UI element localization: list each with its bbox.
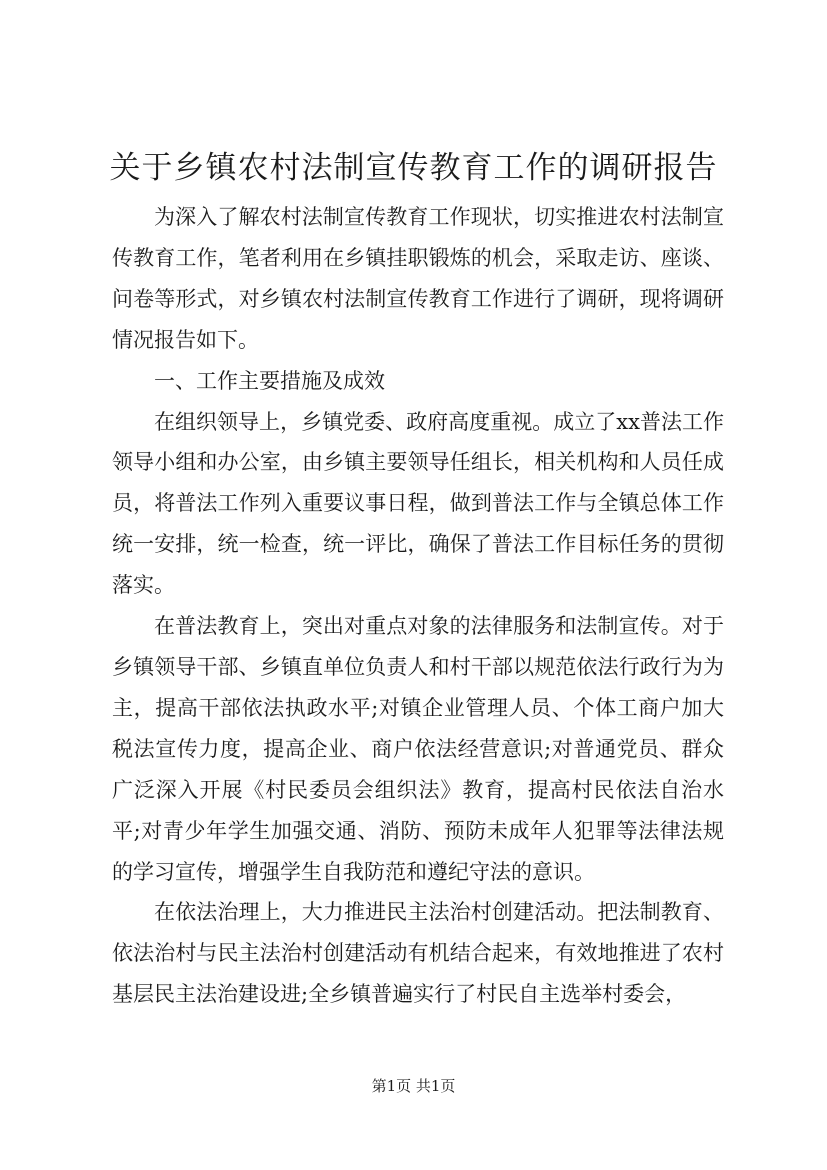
document-title: 关于乡镇农村法制宣传教育工作的调研报告 xyxy=(109,150,718,186)
section-heading: 一、工作主要措施及成效 xyxy=(154,368,385,393)
document-body xyxy=(112,197,724,1015)
paragraph-education: 在普法教育上，突出对重点对象的法律服务和法制宣传。对于乡镇领导干部、乡镇直单位负责人和村干部以规范依法行政行为为主，提高干部依法执政水平;对镇企业管理人员、个体工商户加大税法宣传力度，提高企业、商户依法经营意识;对普通党员、群众广泛深入开展《村民委员会组织法》教育，提高村民依法自治水平;对青少年学生加强交通、消防、预防未成年人犯罪等法律法规的学习宣传，增强学生自我防范和遵纪守法的意识。 xyxy=(112,614,724,884)
paragraph-organization: 在组织领导上，乡镇党委、政府高度重视。成立了xx普法工作领导小组和办公室，由乡镇主要领导任组长，相关机构和人员任成员，将普法工作列入重要议事日程，做到普法工作与全镇总体工作统一安排，统一检查，统一评比，确保了普法工作目标任务的贯彻落实。 xyxy=(112,409,724,598)
paragraph-intro: 为深入了解农村法制宣传教育工作现状，切实推进农村法制宣传教育工作，笔者利用在乡镇挂职锻炼的机会，采取走访、座谈、问卷等形式，对乡镇农村法制宣传教育工作进行了调研，现将调研情况报告如下。 xyxy=(112,205,724,352)
paragraph-governance: 在依法治理上，大力推进民主法治村创建活动。把法制教育、依法治村与民主法治村创建活动有机结合起来，有效地推进了农村基层民主法治建设进;全乡镇普遍实行了村民自主选举村委会， xyxy=(112,900,724,1007)
page-footer: 第1页 共1页 xyxy=(371,1077,456,1095)
